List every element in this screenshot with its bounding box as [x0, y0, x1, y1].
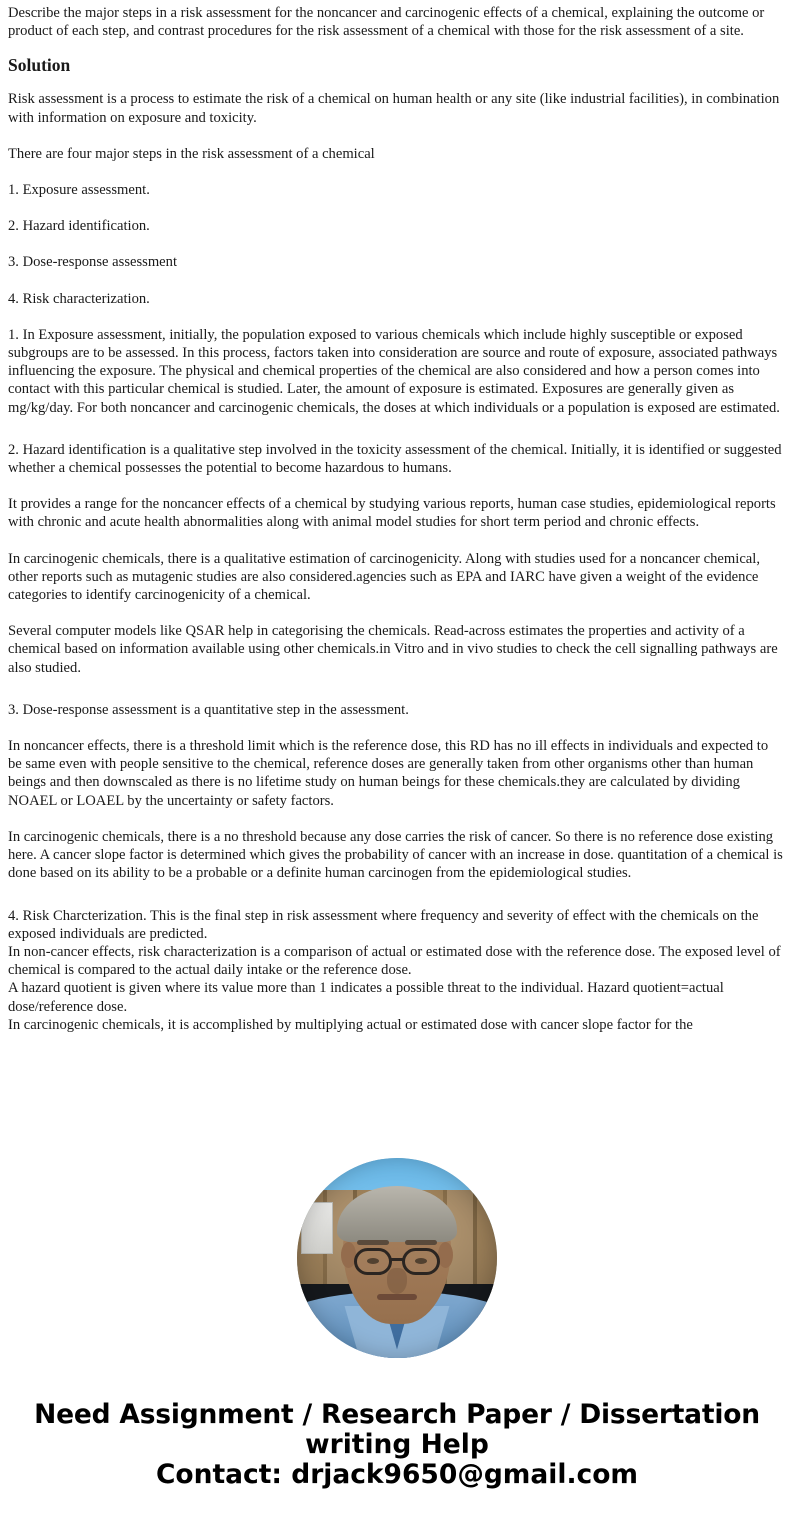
paragraph-carcinogenic-characterization-truncated: In carcinogenic chemicals, it is accomplished by multiplying actual or estimated dose with cancer slope factor for the	[8, 1016, 693, 1033]
paragraph-carcinogenic-no-threshold: In carcinogenic chemicals, there is a no threshold because any dose carries the risk of cancer. So there is no reference dose existing here. A cancer slope factor is determined which gives the probability of cancer with an increase in dose. quantitation of a chemical is done based on its ability to be a probable or a definite human carcinogen from the epidemiological studies.	[8, 828, 783, 882]
solution-heading: Solution	[8, 55, 71, 76]
step-item-4: 4. Risk characterization.	[8, 290, 150, 307]
paragraph-exposure-assessment: 1. In Exposure assessment, initially, the population exposed to various chemicals which include highly susceptible or exposed subgroups are to be assessed. In this process, factors taken into consideration are source and route of exposure, associated pathways influencing the exposure. The physical and chemical properties of the chemical are also considered and how a person comes into contact with this particular chemical is studied. Later, the amount of exposure is estimated. Exposures are generally given as mg/kg/day. For both noncancer and carcinogenic chemicals, the doses at which individuals or a population is exposed are estimated.	[8, 326, 780, 416]
steps-lead-in: There are four major steps in the risk assessment of a chemical	[8, 145, 375, 162]
step-item-2: 2. Hazard identification.	[8, 218, 150, 235]
avatar	[297, 1158, 497, 1358]
promo-banner	[0, 1400, 794, 1490]
promo-headline-line-1: Need Assignment / Research Paper / Dissertation	[34, 1399, 760, 1430]
paragraph-dose-response-lead: 3. Dose-response assessment is a quantitative step in the assessment.	[8, 701, 409, 718]
question-text: Describe the major steps in a risk assessment for the noncancer and carcinogenic effects of a chemical, explaining the outcome or product of each step, and contrast procedures for the risk assessment of a chemical with those for the risk assessment of a site.	[8, 5, 765, 40]
paragraph-computer-models: Several computer models like QSAR help in categorising the chemicals. Read-across estimates the properties and activity of a chemical based on information available using other chemicals.in Vitro and in vivo studies to check the cell signalling pathways are also studied.	[8, 623, 778, 676]
promo-headline-line-2: writing Help	[305, 1429, 489, 1460]
paragraph-noncancer-threshold: In noncancer effects, there is a threshold limit which is the reference dose, this RD has no ill effects in individuals and expected to be same even with people sensitive to the chemical, reference doses are generally taken from other organisms other than human beings and then downscaled as there is no lifetime study on human beings for these chemicals.they are calculated by dividing NOAEL or LOAEL by the uncertainty or safety factors.	[8, 738, 769, 809]
step-item-1: 1. Exposure assessment.	[8, 182, 150, 199]
paragraph-hazard-identification: 2. Hazard identification is a qualitative step involved in the toxicity assessment of the chemical. Initially, it is identified or suggested whether a chemical possesses the potential to become hazardous to humans.	[8, 441, 782, 477]
solution-intro-paragraph: Risk assessment is a process to estimate the risk of a chemical on human health or any site (like industrial facilities), in combination with information on exposure and toxicity.	[8, 91, 780, 126]
paragraph-hazard-quotient: A hazard quotient is given where its value more than 1 indicates a possible threat to the individual. Hazard quotient=actual dose/reference dose.	[8, 980, 724, 1015]
promo-contact-line: Contact: drjack9650@gmail.com	[155, 1459, 639, 1490]
paragraph-noncancer-characterization: In non-cancer effects, risk characterization is a comparison of actual or estimated dose with the reference dose. The exposed level of chemical is compared to the actual daily intake or the reference dose.	[8, 943, 781, 979]
photo-vignette	[297, 1158, 497, 1358]
avatar-container	[0, 1150, 794, 1365]
step-item-3: 3. Dose-response assessment	[8, 254, 178, 271]
paragraph-noncancer-range: It provides a range for the noncancer effects of a chemical by studying various reports, human case studies, epidemiological reports with chronic and acute health abnormalities along with animal model studies for short term period and chronic effects.	[8, 496, 776, 531]
paragraph-risk-characterization: 4. Risk Charcterization. This is the final step in risk assessment where frequency and severity of effect with the chemicals on the exposed individuals are predicted.	[8, 907, 759, 942]
paragraph-carcinogenic-qualitative: In carcinogenic chemicals, there is a qualitative estimation of carcinogenicity. Along with studies used for a noncancer chemical, other reports such as mutagenic studies are also considered.agencies such as EPA and IARC have given a weight of the evidence categories to identify carcinogenicity of a chemical.	[8, 550, 760, 604]
